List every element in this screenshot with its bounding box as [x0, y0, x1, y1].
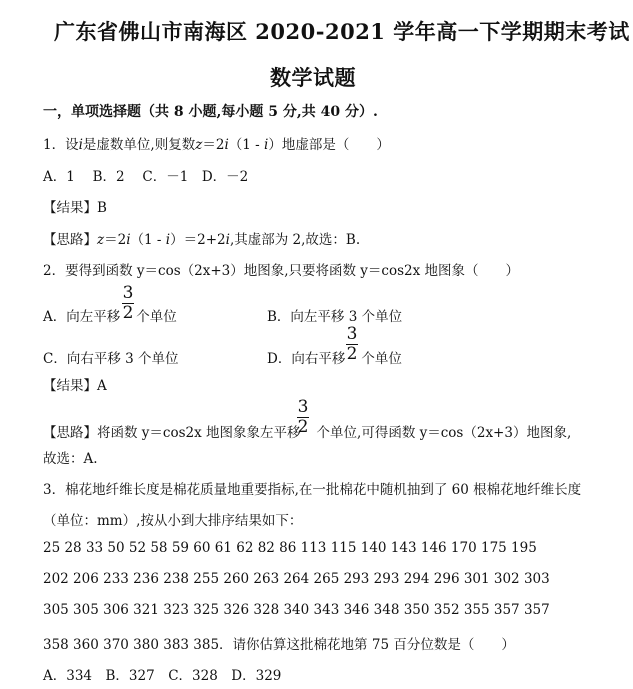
- section-heading: 一，单项选择题（共 8 小题,每小题 5 分,共 40 分）.: [43, 104, 378, 120]
- q2-idea-fraction: 3 2: [297, 397, 309, 437]
- q2-result: 【结果】A: [43, 378, 107, 394]
- q2-option-a: A．向左平移 个单位: [43, 309, 177, 325]
- q3-data-row-2: 202 206 233 236 238 255 260 263 264 265 293 293 294 296 301 302 303: [43, 571, 550, 587]
- q2-option-d: D．向右平移 个单位: [267, 351, 402, 367]
- q3-stem-line-1: 3．棉花地纤维长度是棉花质量地重要指标,在一批棉花中随机抽到了 60 根棉花地纤维长度: [43, 482, 582, 498]
- q1-idea: 【思路】z＝2i（1 - i）＝2+2i,其虚部为 2,故选：B.: [43, 232, 361, 248]
- q1-stem: 1．设i是虚数单位,则复数z＝2i（1 - i）地虚部是（ ）: [43, 137, 390, 153]
- q1-result: 【结果】B: [43, 200, 107, 216]
- q1-options: A．1 B．2 C．－1 D．－2: [43, 169, 249, 185]
- q3-data-row-4: 358 360 370 380 383 385．请你估算这批棉花地第 75 百分位数是（ ）: [43, 637, 515, 653]
- q2-option-d-fraction: 3 2: [346, 324, 358, 364]
- q2-option-c: C．向右平移 3 个单位: [43, 351, 179, 367]
- q2-stem: 2．要得到函数 y＝cos（2x+3）地图象,只要将函数 y＝cos2x 地图象（ ）: [43, 263, 520, 279]
- q3-data-row-1: 25 28 33 50 52 58 59 60 61 62 82 86 113 115 140 143 146 170 175 195: [43, 540, 537, 556]
- title-line-2: 数学试题: [270, 65, 356, 90]
- title-line-1: 广东省佛山市南海区 2020-2021 学年高一下学期期末考试: [54, 19, 630, 44]
- q3-stem-line-2: （单位：mm）,按从小到大排序结果如下：: [43, 513, 303, 529]
- q2-idea-end: 故选：A.: [43, 451, 98, 467]
- q2-idea: 【思路】将函数 y＝cos2x 地图象象左平移 个单位,可得函数 y＝cos（2x+3）地图象,: [43, 425, 572, 441]
- q3-options: A．334 B．327 C．328 D．329: [43, 668, 282, 684]
- q2-option-b: B．向左平移 3 个单位: [267, 309, 403, 325]
- q3-data-row-3: 305 305 306 321 323 325 326 328 340 343 346 348 350 352 355 357 357: [43, 602, 550, 618]
- q2-option-a-fraction: 3 2: [122, 283, 134, 323]
